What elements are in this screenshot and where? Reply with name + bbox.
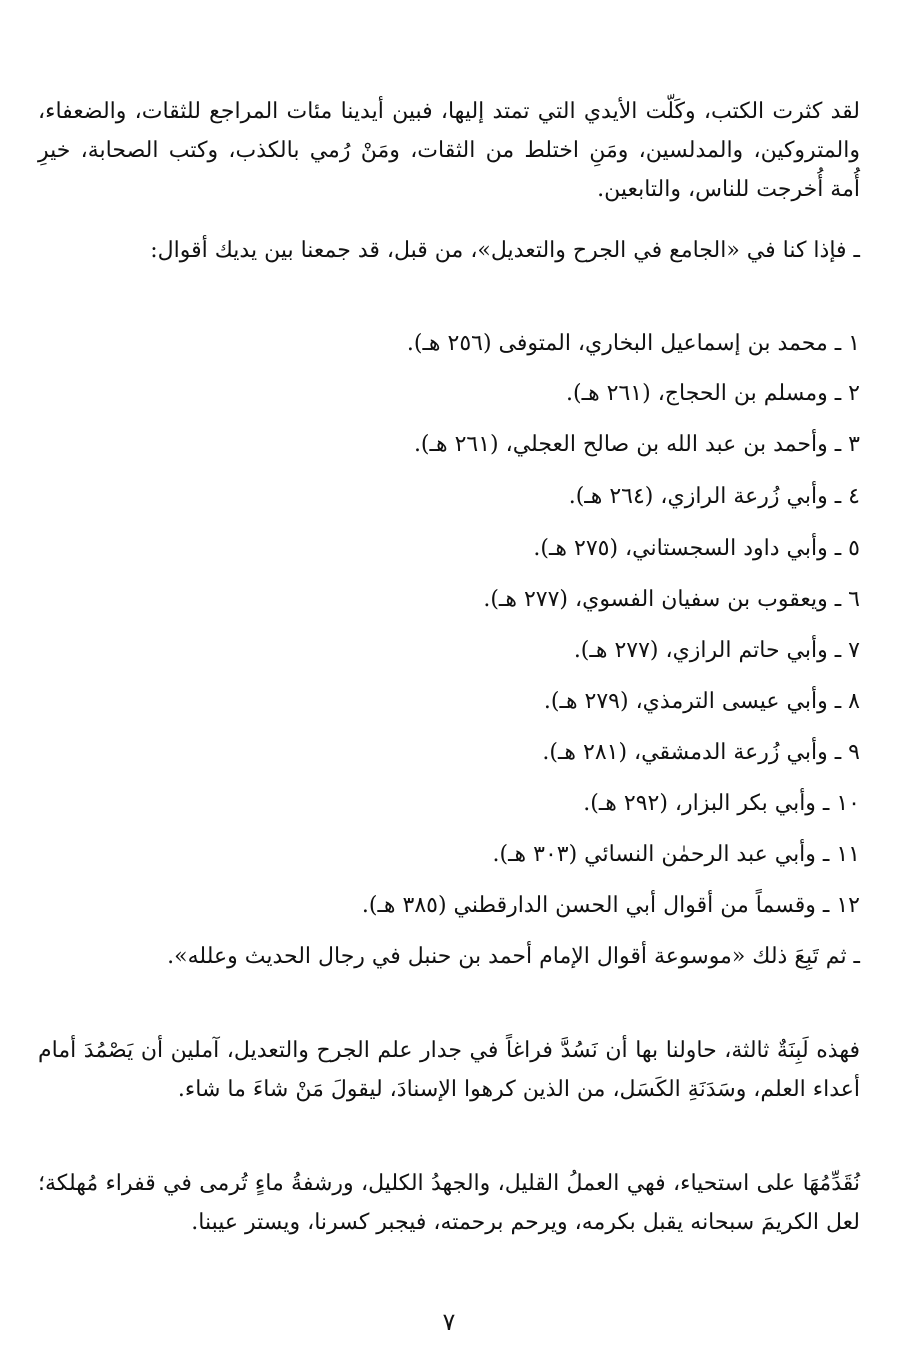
list-item: ٥ ـ وأبي داود السجستاني، (٢٧٥ هـ). (533, 536, 860, 561)
list-item: ١٢ ـ وقسماً من أقوال أبي الحسن الدارقطني (٣٨٥ هـ). (361, 893, 860, 918)
list-item: ١١ ـ وأبي عبد الرحمٰن النسائي (٣٠٣ هـ). (492, 842, 860, 867)
previous-work-paragraph: ـ فإذا كنا في «الجامع في الجرح والتعديل»، من قبل، قد جمعنا بين يديك أقوال: (150, 238, 860, 263)
list-item: ٩ ـ وأبي زُرعة الدمشقي، (٢٨١ هـ). (542, 740, 860, 765)
page-number: ٧ (442, 1308, 456, 1336)
list-item: ٢ ـ ومسلم بن الحجاج، (٢٦١ هـ). (566, 381, 860, 406)
list-item: ٤ ـ وأبي زُرعة الرازي، (٢٦٤ هـ). (568, 484, 860, 509)
closing-paragraph: نُقَدِّمُهَا على استحياء، فهي العملُ القليل، والجهدُ الكليل، ورشفةُ ماءٍ تُرمى في قفراء مُهلكة؛ لعل الكريمَ سبحانه يقبل بكرمه، ويرحم برحمته، فيجبر كسرنا، ويستر عيبنا. (38, 1171, 860, 1235)
list-item: ٦ ـ ويعقوب بن سفيان الفسوي، (٢٧٧ هـ). (483, 587, 860, 612)
purpose-paragraph: فهذه لَبِنَةٌ ثالثة، حاولنا بها أن نَسُدَّ فراغاً في جدار علم الجرح والتعديل، آملين أن يَصْمُدَ أمام أعداء العلم، وسَدَنَةِ الكَسَل، من الذين كرهوا الإسنادَ، ليقولَ مَنْ شاءَ ما شاء. (38, 1038, 860, 1102)
list-item: ٧ ـ وأبي حاتم الرازي، (٢٧٧ هـ). (573, 638, 860, 663)
list-item: ١٠ ـ وأبي بكر البزار، (٢٩٢ هـ). (583, 791, 860, 816)
list-item: ٨ ـ وأبي عيسى الترمذي، (٢٧٩ هـ). (543, 689, 860, 714)
encyclopedia-paragraph: ـ ثم تَبِعَ ذلك «موسوعة أقوال الإمام أحمد بن حنبل في رجال الحديث وعلله». (167, 944, 860, 969)
intro-paragraph: لقد كثرت الكتب، وكَلّت الأيدي التي تمتد إليها، فبين أيدينا مئات المراجع للثقات، والضعفاء، والمتروكين، والمدلسين، ومَنِ اختلط من الثقات، ومَنْ رُمي بالكذب، وكتب الصحابة، خيرِ أُمة أُخرجت للناس، والتابعين. (38, 99, 860, 202)
list-item: ١ ـ محمد بن إسماعيل البخاري، المتوفى (٢٥٦ هـ). (406, 331, 860, 356)
list-item: ٣ ـ وأحمد بن عبد الله بن صالح العجلي، (٢٦١ هـ). (413, 432, 860, 457)
